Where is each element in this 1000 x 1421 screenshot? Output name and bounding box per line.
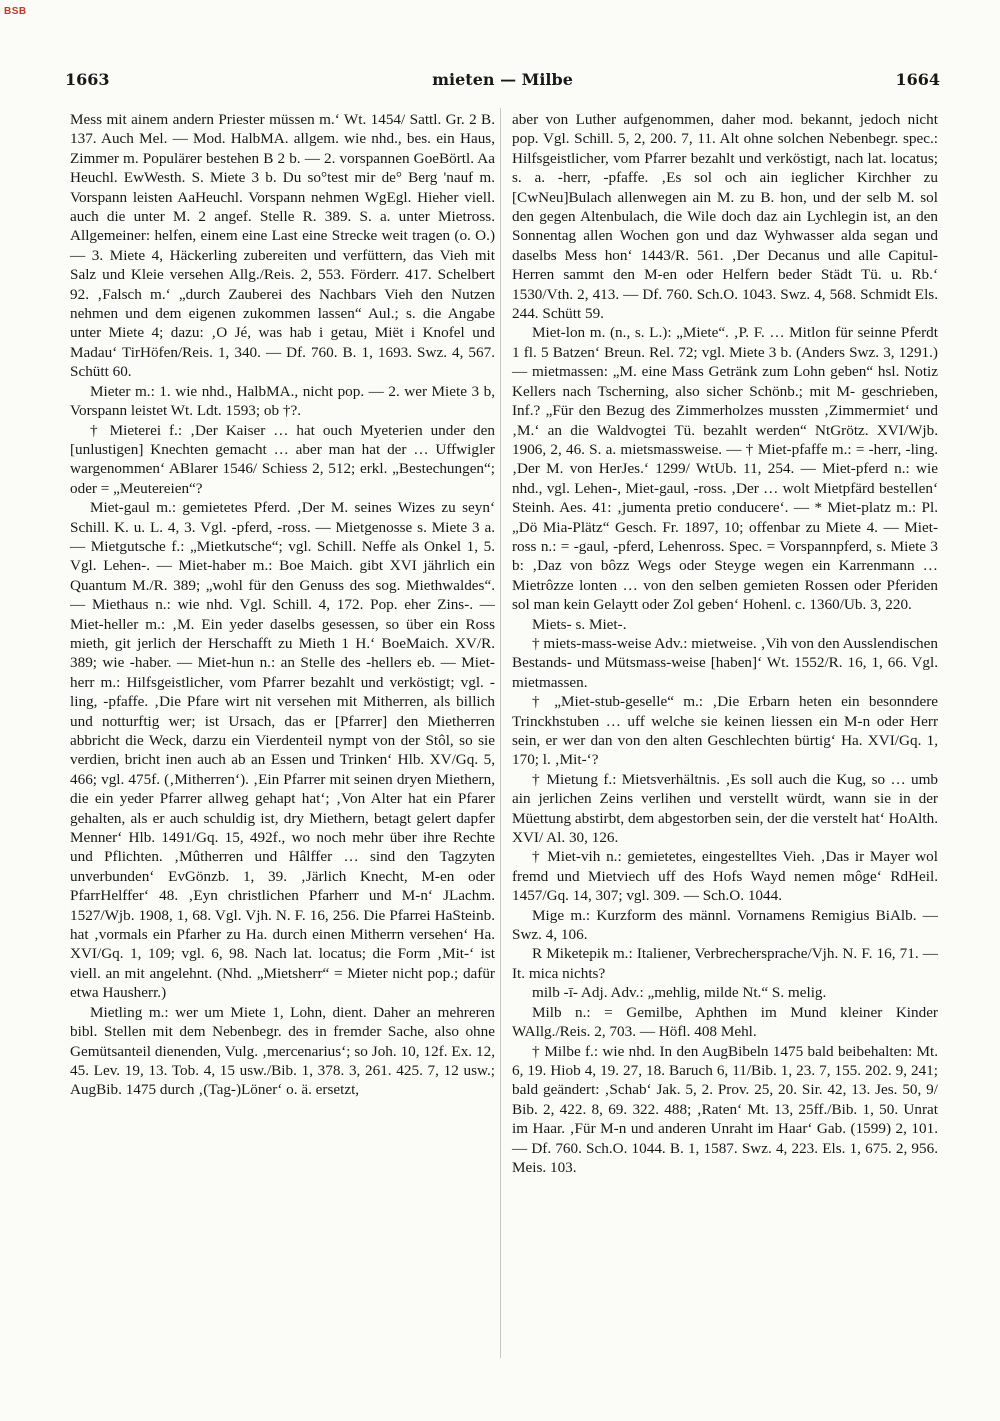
dictionary-entry: Miet-lon m. (n., s. L.): „Miete“. ‚P. F. … Mitlon für seinne Pferdt 1 fl. 5 Batzen‘ Breun. Rel. 72; vgl. Miete 3 b. (Anders Swz. 3, 1291.) — mietmassen: „M. eine Mass Getränk zum Lohn geben“ hsl. Notiz Kellers nach Tscherning, also sicher Schönb.; mit M- geschrieben, Inf.? „Für den Bezug des Zimmerholzes mussten ‚Zimmermiet‘ und ‚M.‘ an die Waldvogtei Tü. bezahlt werden“ NtGrötz. XVI/Wjb. 1906, 2, 46. S. a. mietsmassweise. — † Miet-pfaffe m.: = -herr, -ling. ‚Der M. von HerJes.‘ 1299/ WtUb. 11, 254. — Miet-pferd n.: wie nhd., vgl. Lehen-, Miet-gaul, -ross. ‚Der … wolt Mietpfärd bestellen‘ Steinh. Aes. 41: ‚jumenta pretio conducere‘. — * Miet-platz m.: Pl. „Dö Mia-Plätz“ Gesch. Fr. 1897, 10; offenbar zu Miete 4. — Miet-ross n.: = -gaul, -pferd, Lehenross. Spec. = Vorspannpferd, s. Miete 3 b: ‚Daz von bôzz Wegs oder Steyge wegen ein Karrenmann … Mietrôzze lonten … von den selben gemieten Rossen oder Pferiden sol man kein Gelaytt oder Zol geben‘ Hohenl. c. 1360/Ub. 3, 220. — [512, 324, 938, 614]
dictionary-entry: aber von Luther aufgenommen, daher mod. bekannt, jedoch nicht pop. Vgl. Schill. 5, 2, 200. 7, 11. Alt ohne solchen Nebenbegr. spec.: Hilfsgeistlicher, vom Pfarrer bezahlt und verköstigt, nach lat. locatus; s. a. -herr, -pfaffe. ‚Es sol och ain ieglicher Kirchher zu [CwNeu]Bulach allenwegen ain M. zu B. hon, und der selb M. sol den gegen Altenbulach, die Wile doch daz ain Lychlegin ist, an den Sonnentag allen Wochen gon und daz Wyhwasser alda segan und daselbs Mess hon‘ 1443/R. 561. ‚Der Decanus und alle Capitul-Herren sammt den M-en oder Helfern beder Städt Tü. u. Rb.‘ 1530/Vth. 2, 413. — Df. 760. Sch.O. 1043. Swz. 4, 568. Schmidt Els. 244. Schütt 59. — [512, 111, 938, 323]
dictionary-entry: † Milbe f.: wie nhd. In den AugBibeln 1475 bald beibehalten: Mt. 6, 19. Hiob 4, 19. 27, 18. Baruch 6, 11/Bib. 1, 23. 7, 155. 202. 9, 241; bald geändert: ‚Schab‘ Jak. 5, 2. Prov. 25, 20. Sir. 42, 13. Jes. 50, 9/ Bib. 2, 422. 8, 69. 322. 488; ‚Raten‘ Mt. 13, 25ff./Bib. 1, 50. Unrat im Haar. ‚Für M-n und anderen Unraht im Haar‘ Gab. (1599) 2, 101. — Df. 760. Sch.O. 1044. B. 1, 1587. Swz. 4, 223. Els. 1, 675. 2, 956. Meis. 103. — [512, 1042, 938, 1176]
page-number-right: 1664 — [895, 70, 940, 89]
left-column — [70, 110, 495, 1100]
dictionary-entry: milb -ī- Adj. Adv.: „mehlig, milde Nt.“ S. melig. — [532, 984, 827, 1002]
dictionary-entry: Mieter m.: 1. wie nhd., HalbMA., nicht pop. — 2. wer Miete 3 b, Vorspann leistet Wt. Ldt. 1593; ob †?. — [70, 382, 495, 420]
dictionary-entry: † „Miet-stub-geselle“ m.: ‚Die Erbarn heten ein besonndere Trinckhstuben … uff welche sie keinen liessen ein M-n oder Herr sein, er wer dan von den alten Geschlechten bürtig‘ Ha. XVI/Gq. 1, 170; l. ‚Mit-‘? — [512, 693, 938, 769]
right-column — [512, 110, 938, 1177]
dictionary-entry: † Miet-vih n.: gemietetes, eingestelltes Vieh. ‚Das ir Mayer wol fremd und Mietviech uff des Hofs Wayd nemen môge‘ RdHeil. 1457/Gq. 14, 307; vgl. 309. — Sch.O. 1044. — [512, 848, 938, 905]
dictionary-entry: Mietling m.: wer um Miete 1, Lohn, dient. Daher an mehreren bibl. Stellen mit dem Nebenbegr. des in fremder Sache, also ohne Gemütsanteil dienenden, Vulg. ‚mercenarius‘; so Joh. 10, 12f. Ex. 12, 45. Lev. 19, 13. Tob. 4, 15 usw./Bib. 1, 378. 3, 261. 425. 7, 12 usw.; AugBib. 1475 durch ‚(Tag-)Löner‘ o. ä. ersetzt, — [70, 1003, 495, 1099]
page-header — [65, 70, 940, 94]
dictionary-entry: † Mieterei f.: ‚Der Kaiser … hat ouch Myeterien under den [unlustigen] Knechten gemacht … aber man hat der … Uffwigler wargenommen‘ ABlarer 1546/ Schiess 2, 512; erkl. „Bestechungen“; oder = „Meutereien“? — [70, 421, 495, 497]
dictionary-entry: Milb n.: = Gemilbe, Aphthen im Mund kleiner Kinder WAllg./Reis. 2, 703. — Höfl. 408 Mehl. — [512, 1003, 938, 1041]
dictionary-entry: R Miketepik m.: Italiener, Verbrechersprache/Vjh. N. F. 16, 71. — It. mica nichts? — [512, 945, 938, 982]
dictionary-entry: Mige m.: Kurzform des männl. Vornamens Remigius BiAlb. — Swz. 4, 106. — [512, 906, 938, 944]
running-title: mieten — Milbe — [432, 70, 573, 89]
dictionary-entry: † Mietung f.: Mietsverhältnis. ‚Es soll auch die Kug, so … umb ain jerlichen Zeins verlihen und verstellt würdt, wann sie in der Müettung abstirbt, dem abgestorben sein, der die verstelt hat‘ HoAlth. XVI/ Al. 30, 126. — [512, 770, 938, 847]
dictionary-entry: Mess mit ainem andern Priester müssen m.‘ Wt. 1454/ Sattl. Gr. 2 B. 137. Auch Mel. — Mod. HalbMA. allgem. wie nhd., bes. ein Haus, Zimmer m. Populärer bestehen B 2 b. — 2. vorspannen GoeBörtl. Aa Heuchl. EwWesth. S. Miete 3 b. Du so°test mir de° Berg 'nauf m. Vorspann leisten AaHeuchl. Vorspann nehmen WgEgl. Hieher viell. auch die unter M. 2 angef. Stelle R. 389. S. a. unter Mietross. Allgemeiner: helfen, einem eine Last eine Strecke weit tragen (o. O.) — 3. Miete 4, Häckerling zubereiten und verfüttern, das Vieh mit Salz und Kleie versehen Allg./Reis. 2, 553. Förderr. 417. Schelbert 92. ‚Falsch m.‘ „durch Zauberei des Nachbars Vieh den Nutzen nehmen und dem eigenen zukommen lassen“ Aul.; s. die Angabe unter Miete 4; dazu: ‚O Jé, was hab i getau, Miët i Knofel und Madau‘ TirHöfen/Reis. 1, 340. — Df. 760. B. 1, 1693. Swz. 4, 567. Schütt 60. — [70, 111, 495, 381]
dictionary-entry: Miets- s. Miet-. — [532, 615, 627, 633]
column-divider — [500, 108, 501, 1358]
library-mark: BSB — [4, 6, 27, 17]
dictionary-entry: Miet-gaul m.: gemietetes Pferd. ‚Der M. seines Wizes zu seyn‘ Schill. K. u. L. 4, 3. Vgl. -pferd, -ross. — Mietgenosse s. Miete 3 a. — Mietgutsche f.: „Mietkutsche“; vgl. Schill. Neffe als Onkel 1, 5. Vgl. Lehen-. — Miet-haber m.: Boe Maich. gibt XVI jährlich ein Quantum M./R. 389; „wohl für den Genuss des sog. Miethwaldes“. — Miethaus n.: wie nhd. Vgl. Schill. 4, 172. Pop. eher Zins-. — Miet-heller m.: ‚M. Ein yeder daselbs gesessen, so über ein Ross mieth, git jerlich der Herschafft zu Mieth 1 H.‘ BoeMaich. XV/R. 389; wie -haber. — Miet-hun n.: an Stelle des -hellers eb. — Miet-herr m.: Hilfsgeistlicher, vom Pfarrer bezahlt und verköstigt; vgl. -ling, -pfaffe. ‚Die Pfare wirt nit versehen mit Mitherren, als billich und notturftig wer; ist Ursach, das er [Pfarrer] den Mietherren abbricht die Weck, darzu ein Vierdenteil nympt von der Stôl, so sie verdien, bricht inen auch ab an Essen und Trinken‘ Hlb. XV/Gq. 5, 466; vgl. 475f. (‚Mitherren‘). ‚Ein Pfarrer mit seinen dryen Miethern, die ein yeder Pfarrer allweg gehapt hat‘; ‚Von Alter hat ein Pfarer gehalten, als er auch schuldig ist, dry Miethern, betagt gelert dapfer Menner‘ Hlb. 1491/Gq. 15, 492f., wo noch mehr über ihre Rechte und Pflichten. ‚Mûtherren und Hâlffer … sind den Tagzyten unverbunden‘ EvGönzb. 1, 39. ‚Järlich Knecht, M-en oder PfarrHelffer‘ 48. ‚Eyn christlichen Pfarherr und M-n‘ JLachm. 1527/Wjb. 1908, 1, 68. Vgl. Vjh. N. F. 16, 256. Die Pfarrei HaSteinb. hat ‚vormals ein Pfarher zu Ha. durch einen Mitherrn versehen‘ Ha. XVI/Gq. 1, 109; vgl. 6, 98. Nach lat. locatus; die Form ‚Mit-‘ ist viell. an mit angelehnt. (Nhd. „Mietsherr“ = Mieter nicht pop.; dafür etwa Hausherr.) — [70, 499, 495, 1002]
page-number-left: 1663 — [65, 70, 110, 89]
dictionary-entry: † miets-mass-weise Adv.: mietweise. ‚Vih von den Ausslendischen Bestands- und Mütsmass-weise [haben]‘ Wt. 1552/R. 16, 1, 66. Vgl. mietmassen. — [512, 634, 938, 691]
